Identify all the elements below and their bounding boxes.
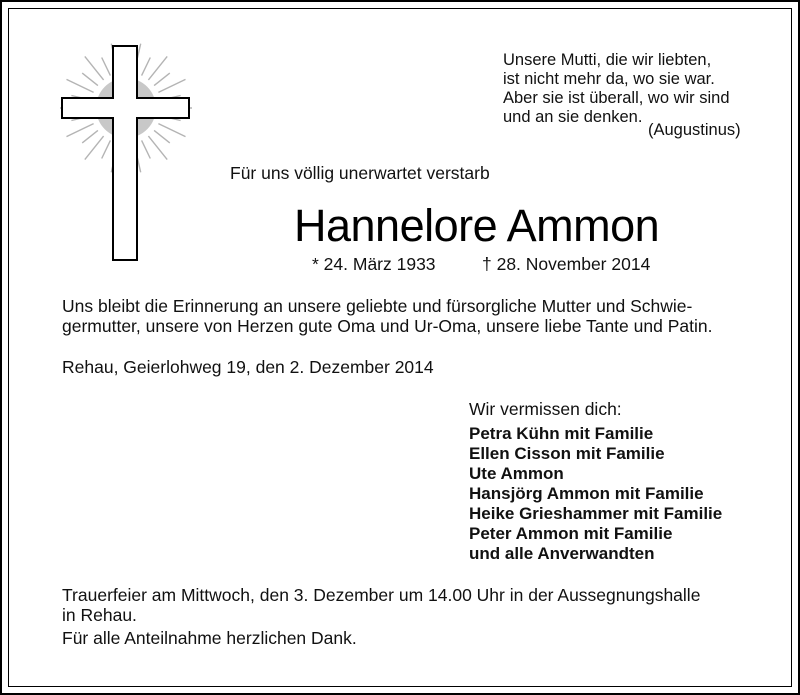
sun-ray: [102, 58, 111, 76]
sun-ray: [67, 124, 94, 137]
sun-ray: [142, 58, 151, 76]
birth-date: * 24. März 1933: [312, 254, 436, 274]
sun-ray: [85, 136, 104, 160]
mourner-name: Ute Ammon: [469, 464, 564, 483]
funeral-line: Trauerfeier am Mittwoch, den 3. Dezember um 14.00 Uhr in der Aussegnungshalle: [62, 585, 701, 605]
sun-ray: [102, 140, 111, 158]
sun-ray: [158, 79, 185, 92]
mourners-heading: Wir vermissen dich:: [469, 399, 622, 419]
place-date: Rehau, Geierlohweg 19, den 2. Dezember 2014: [62, 357, 434, 377]
cross-icon: [56, 38, 196, 268]
sun-ray: [142, 140, 151, 158]
thanks-text: Für alle Anteilnahme herzlichen Dank.: [62, 628, 357, 648]
memory-line: germutter, unsere von Herzen gute Oma und Ur-Oma, unsere liebe Tante und Patin.: [62, 316, 713, 336]
mourners-list: [469, 424, 722, 564]
mourner-name: Hansjörg Ammon mit Familie: [469, 484, 704, 503]
sun-ray: [85, 56, 104, 80]
sun-ray: [154, 130, 170, 143]
quote-source: (Augustinus): [648, 121, 741, 139]
quote-line: Unsere Mutti, die wir liebten,: [503, 51, 712, 69]
quote-line: ist nicht mehr da, wo sie war.: [503, 70, 715, 88]
sun-ray: [148, 136, 167, 160]
cross-shape: [62, 46, 189, 260]
quote-line: und an sie denken.: [503, 108, 643, 126]
funeral-line: in Rehau.: [62, 605, 137, 625]
sun-ray: [148, 56, 167, 80]
mourner-name: Heike Grieshammer mit Familie: [469, 504, 723, 523]
quote: [503, 51, 730, 127]
deceased-name: Hannelore Ammon: [294, 200, 660, 251]
sun-ray: [154, 73, 170, 86]
sun-ray: [158, 124, 185, 137]
death-date: † 28. November 2014: [482, 254, 651, 274]
quote-line: Aber sie ist überall, wo wir sind: [503, 89, 730, 107]
funeral-info: [62, 585, 700, 625]
memory-paragraph: [62, 296, 712, 336]
mourner-name: und alle Anverwandten: [469, 544, 655, 563]
intro-text: Für uns völlig unerwartet verstarb: [230, 163, 490, 183]
memory-line: Uns bleibt die Erinnerung an unsere geliebte und fürsorgliche Mutter und Schwie-: [62, 296, 693, 316]
mourner-name: Petra Kühn mit Familie: [469, 424, 654, 443]
sun-ray: [82, 73, 98, 86]
sun-ray: [82, 130, 98, 143]
sun-ray: [67, 79, 94, 92]
mourner-name: Peter Ammon mit Familie: [469, 524, 673, 543]
mourner-name: Ellen Cisson mit Familie: [469, 444, 665, 463]
